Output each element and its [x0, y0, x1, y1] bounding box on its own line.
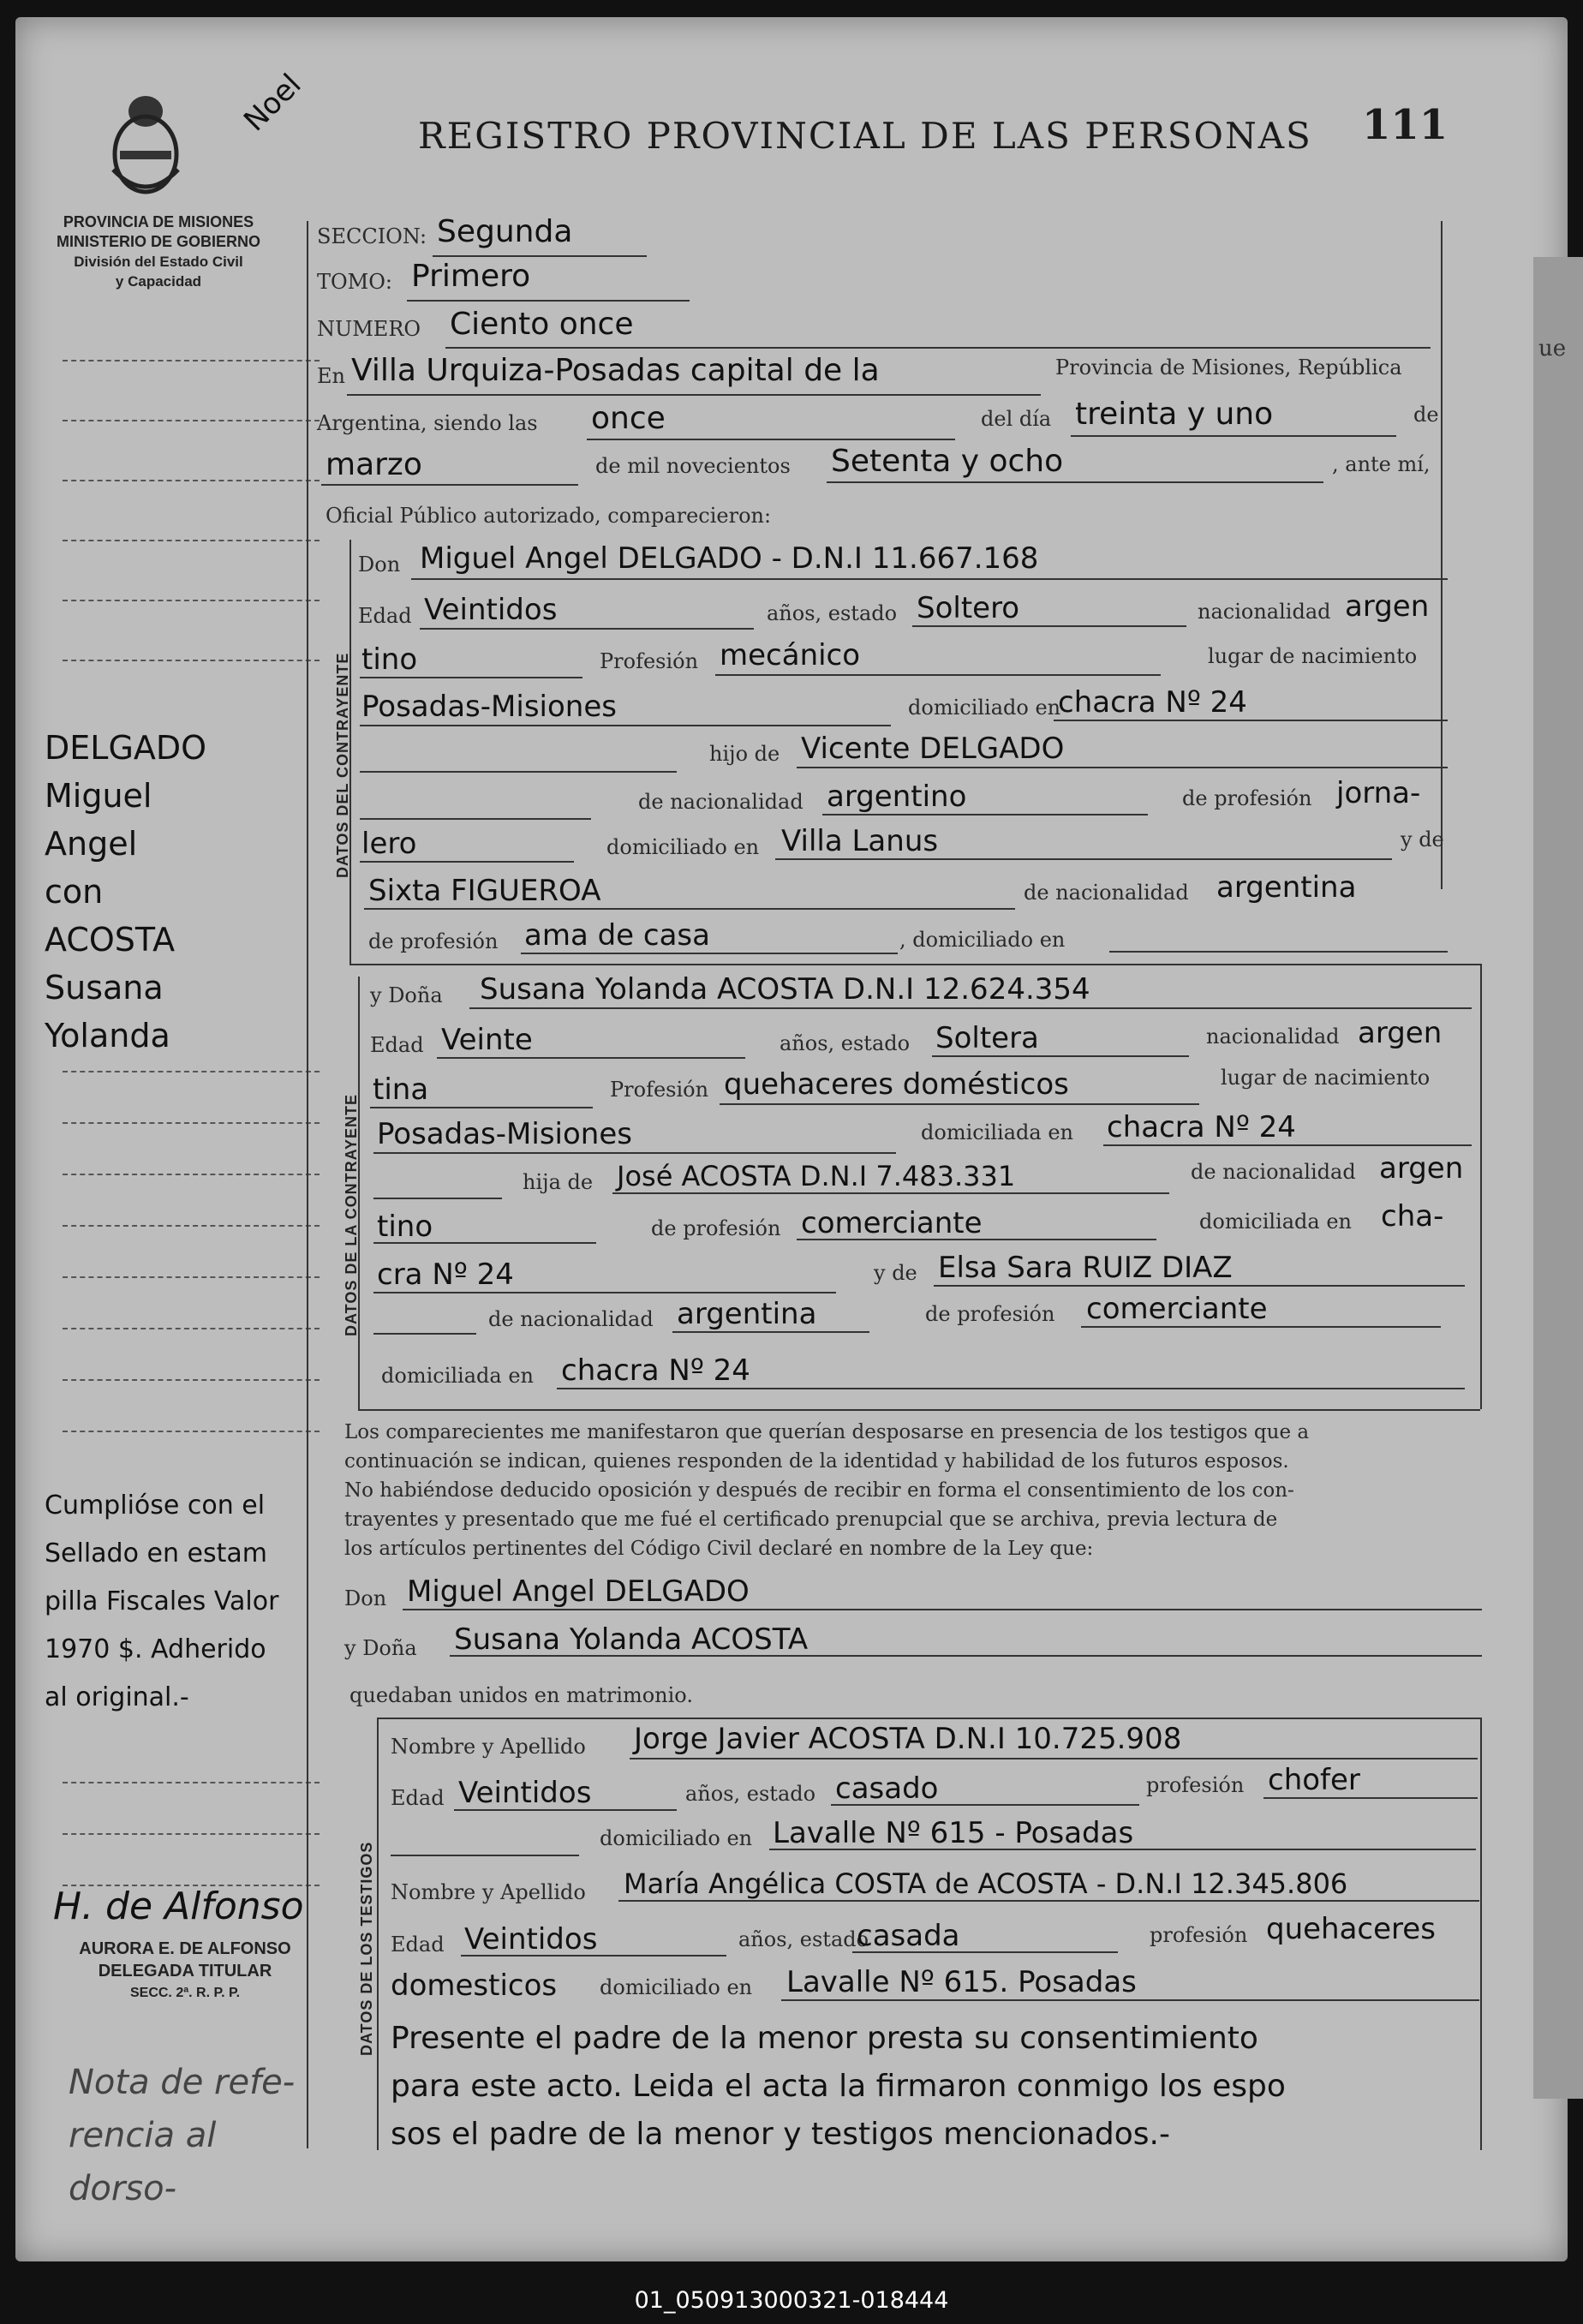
c2-madre-dom-label: domiciliada en [381, 1364, 534, 1388]
margin-name-line: ACOSTA [45, 921, 176, 959]
c2-padre-prof: comerciante [801, 1206, 983, 1240]
coat-of-arms-seal [105, 84, 187, 204]
c1-padre-nac: argentino [827, 780, 967, 814]
c1-padre-dom-label: domiciliado en [606, 835, 760, 859]
contrayente-section-label: DATOS DEL CONTRAYENTE [334, 652, 351, 878]
page-number: 111 [1362, 101, 1449, 149]
t2-nombre-label: Nombre y Apellido [391, 1880, 586, 1904]
margin-name-line: Susana [45, 969, 164, 1007]
c1-padre: Vicente DELGADO [801, 732, 1065, 766]
union-don: Miguel Angel DELGADO [407, 1574, 750, 1609]
anio-label: de mil novecientos [595, 454, 791, 478]
delegada-line: SECC. 2ª. R. P. P. [129, 1986, 241, 2000]
declaracion-line: Los comparecientes me manifestaron que querían desposarse en presencia de los testigos que a [344, 1421, 1310, 1443]
c2-madre-prof-label: de profesión [925, 1302, 1055, 1326]
c1-lugar-nac-label: lugar de nacimiento [1208, 644, 1418, 668]
del-dia-label: del día [981, 407, 1052, 431]
c2-nombre: Susana Yolanda ACOSTA D.N.I 12.624.354 [480, 972, 1090, 1007]
c1-lugar-nac: Posadas-Misiones [361, 690, 617, 724]
unidos-text: quedaban unidos en matrimonio. [349, 1683, 693, 1707]
c2-padre-nac-b: tino [377, 1210, 433, 1244]
org-line-1: PROVINCIA DE MISIONES [63, 213, 254, 230]
argentina-text: Argentina, siendo las [317, 411, 538, 435]
c1-nacionalidad-b: tino [361, 642, 418, 677]
seccion-label: SECCION: [317, 224, 427, 248]
c1-hijo-label: hijo de [709, 742, 780, 766]
margin-name-line: Miguel [45, 777, 152, 815]
ante-mi-text: , ante mí, [1332, 452, 1431, 476]
t2-profesion-a: quehaceres [1266, 1912, 1436, 1946]
c2-domicilio: chacra Nº 24 [1107, 1110, 1296, 1144]
numero-label: NUMERO [317, 317, 421, 341]
c1-domicilio: chacra Nº 24 [1058, 685, 1247, 720]
c1-padre-nac-label: de nacionalidad [638, 790, 803, 814]
nota-ref-line: Nota de refe- [69, 2063, 296, 2102]
margin-sellado-line: Sellado en estam [45, 1538, 267, 1568]
c2-anios-label: años, estado [780, 1031, 911, 1055]
adjacent-page-edge [1533, 257, 1583, 2099]
testigos-section-label: DATOS DE LOS TESTIGOS [358, 1841, 375, 2056]
declaracion-line: No habiéndose deducido oposición y después de recibir en forma el consentimiento de los con- [344, 1479, 1294, 1502]
c1-edad: Veintidos [424, 593, 558, 627]
declaracion-line: trayentes y presentado que me fué el certificado prenupcial que se archiva, previa lectura de [344, 1509, 1278, 1531]
c1-don-label: Don [358, 553, 401, 577]
c2-padre-prof-label: de profesión [651, 1216, 781, 1240]
c2-lugar-nac: Posadas-Misiones [377, 1117, 632, 1151]
t2-profesion-label: profesión [1150, 1923, 1248, 1947]
c2-madre: Elsa Sara RUIZ DIAZ [938, 1251, 1233, 1285]
c1-profesion: mecánico [720, 638, 861, 672]
c1-madre-dom-label: , domiciliado en [899, 928, 1066, 952]
c2-dona-label: y Doña [370, 983, 443, 1007]
c2-y-de-label: y de [874, 1261, 917, 1285]
t1-domicilio: Lavalle Nº 615 - Posadas [773, 1816, 1134, 1850]
t2-domicilio: Lavalle Nº 615. Posadas [786, 1965, 1137, 1999]
c1-nacionalidad-a: argen [1345, 589, 1430, 624]
t1-edad-label: Edad [391, 1786, 445, 1810]
delegada-line: AURORA E. DE ALFONSO [79, 1939, 291, 1958]
nota-final-line: sos el padre de la menor y testigos mencionados.- [391, 2117, 1170, 2152]
tomo-value: Primero [411, 259, 531, 294]
c2-profesion-label: Profesión [610, 1078, 709, 1102]
c1-madre-prof-label: de profesión [368, 929, 499, 953]
lugar-value: Villa Urquiza-Posadas capital de la [351, 353, 880, 388]
t1-estado: casado [835, 1771, 939, 1806]
signature: H. de Alfonso [53, 1885, 304, 1928]
margin-name-line: con [45, 873, 104, 911]
c1-padre-prof-b: lero [361, 827, 417, 861]
delegada-stamp [48, 1938, 322, 2004]
handwritten-annotation: Noel [237, 67, 308, 139]
hora-value: once [591, 401, 666, 436]
c2-madre-prof: comerciante [1086, 1292, 1268, 1326]
c2-edad: Veinte [441, 1023, 533, 1057]
nota-ref-line: rencia al [69, 2116, 217, 2155]
t2-anios-label: años, estado [738, 1927, 869, 1951]
c2-lugar-nac-label: lugar de nacimiento [1221, 1066, 1431, 1090]
oficial-text: Oficial Público autorizado, comparecieron: [326, 504, 772, 528]
seccion-value: Segunda [437, 214, 573, 249]
t2-edad: Veintidos [464, 1922, 598, 1957]
margin-sellado-line: al original.- [45, 1682, 189, 1712]
margin-name-line: DELGADO [45, 729, 207, 767]
margin-sellado-line: pilla Fiscales Valor [45, 1586, 279, 1616]
c2-padre-dom-b: cra Nº 24 [377, 1258, 514, 1292]
t1-profesion: chofer [1268, 1763, 1360, 1797]
union-dona-label: y Doña [344, 1636, 417, 1660]
c2-nacionalidad-label: nacionalidad [1206, 1025, 1340, 1048]
c2-nacionalidad-b: tina [373, 1072, 429, 1107]
tomo-label: TOMO: [317, 270, 393, 294]
t1-edad: Veintidos [458, 1776, 592, 1810]
t1-domiciliado-label: domiciliado en [600, 1826, 753, 1850]
union-dona: Susana Yolanda ACOSTA [454, 1622, 809, 1657]
c2-madre-nac-label: de nacionalidad [488, 1307, 654, 1331]
margin-sellado-line: Cumplióse con el [45, 1491, 266, 1520]
margin-names [45, 724, 206, 1060]
de-label: de [1413, 403, 1439, 427]
org-line-2: MINISTERIO DE GOBIERNO [56, 233, 261, 250]
c2-madre-dom: chacra Nº 24 [561, 1353, 750, 1388]
c2-padre: José ACOSTA D.N.I 7.483.331 [617, 1160, 1016, 1192]
t1-profesion-label: profesión [1146, 1773, 1245, 1797]
org-line-4: y Capacidad [115, 273, 202, 290]
c1-nacionalidad-label: nacionalidad [1198, 600, 1331, 624]
margin-sellado-line: 1970 $. Adherido [45, 1634, 266, 1664]
c1-estado: Soltero [917, 591, 1020, 625]
margin-name-line: Yolanda [45, 1017, 170, 1054]
c1-profesion-label: Profesión [600, 649, 699, 673]
c1-padre-prof-label: de profesión [1182, 786, 1312, 810]
c2-padre-nac-a: argen [1379, 1151, 1464, 1186]
nota-final [391, 2015, 1286, 2159]
t2-edad-label: Edad [391, 1933, 445, 1957]
c1-madre-nac: argentina [1216, 870, 1357, 905]
c2-profesion: quehaceres domésticos [724, 1067, 1069, 1102]
issuing-organization [26, 212, 291, 291]
mes-value: marzo [326, 447, 422, 482]
t1-nombre-label: Nombre y Apellido [391, 1735, 586, 1759]
c2-nacionalidad-a: argen [1358, 1016, 1443, 1050]
c1-padre-dom: Villa Lanus [781, 824, 939, 858]
t2-domiciliado-label: domiciliado en [600, 1975, 753, 1999]
union-don-label: Don [344, 1586, 387, 1610]
t1-nombre: Jorge Javier ACOSTA D.N.I 10.725.908 [634, 1722, 1182, 1756]
anio-value: Setenta y ocho [831, 444, 1064, 479]
declaracion-text [344, 1418, 1309, 1563]
c1-y-de-label: y de [1401, 827, 1444, 851]
c1-madre: Sixta FIGUEROA [368, 874, 601, 908]
page-title: REGISTRO PROVINCIAL DE LAS PERSONAS [418, 115, 1312, 157]
c2-edad-label: Edad [370, 1033, 424, 1057]
c2-padre-nac-label: de nacionalidad [1191, 1160, 1356, 1184]
adjacent-page-text: ue [1538, 336, 1567, 361]
c1-anios-label: años, estado [767, 601, 898, 625]
c2-padre-dom-a: cha- [1381, 1199, 1444, 1234]
margin-nota-referencia [69, 2056, 295, 2215]
delegada-line: DELEGADA TITULAR [98, 1962, 272, 1980]
nota-ref-line: dorso- [69, 2169, 177, 2208]
c2-padre-dom-label: domiciliada en [1199, 1210, 1352, 1234]
margin-name-line: Angel [45, 825, 138, 863]
margin-sellado [45, 1482, 278, 1722]
dia-value: treinta y uno [1075, 397, 1274, 432]
contrayente2-section-label: DATOS DE LA CONTRAYENTE [343, 1093, 360, 1336]
en-label: En [317, 364, 345, 388]
t2-estado: casada [857, 1919, 960, 1953]
t2-profesion-b: domesticos [391, 1969, 558, 2003]
form-right-border [1441, 221, 1443, 889]
c2-hija-label: hija de [523, 1170, 594, 1194]
nota-final-line: Presente el padre de la menor presta su consentimiento [391, 2021, 1258, 2056]
c1-madre-nac-label: de nacionalidad [1024, 881, 1189, 905]
c1-domiciliado-label: domiciliado en [908, 696, 1061, 720]
c1-madre-prof: ama de casa [524, 918, 710, 953]
t2-nombre: María Angélica COSTA de ACOSTA - D.N.I 12.345.806 [624, 1867, 1348, 1900]
t1-anios-label: años, estado [685, 1782, 816, 1806]
numero-value: Ciento once [450, 307, 634, 342]
declaracion-line: continuación se indican, quienes responden de la identidad y habilidad de los futuros esposos. [344, 1450, 1289, 1473]
c1-nombre: Miguel Angel DELGADO - D.N.I 11.667.168 [420, 541, 1039, 576]
c1-padre-prof-a: jorna- [1336, 776, 1421, 810]
c2-domiciliada-label: domiciliada en [921, 1120, 1073, 1144]
org-line-3: División del Estado Civil [74, 254, 243, 270]
document-id-footer: 01_050913000321-018444 [634, 2287, 949, 2314]
c1-edad-label: Edad [358, 604, 412, 628]
provincia-text: Provincia de Misiones, República [1055, 355, 1402, 379]
declaracion-line: los artículos pertinentes del Código Civil declaré en nombre de la Ley que: [344, 1538, 1094, 1560]
nota-final-line: para este acto. Leida el acta la firmaron conmigo los espo [391, 2069, 1286, 2104]
form-left-border [307, 221, 308, 2148]
c2-estado: Soltera [935, 1021, 1039, 1055]
c2-madre-nac: argentina [677, 1297, 817, 1331]
